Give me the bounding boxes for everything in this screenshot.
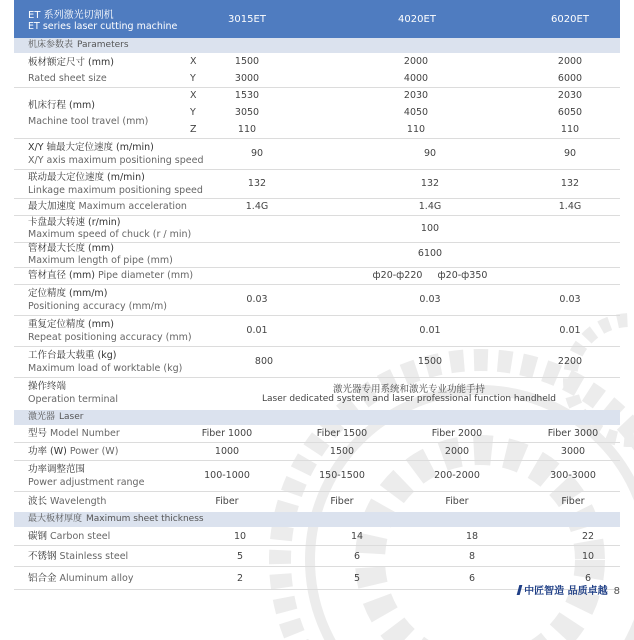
row-carbon-steel: 碳钢 Carbon steel 10 14 18 22	[14, 527, 620, 546]
row-linkage-speed: 联动最大定位速度 (m/min) Linkage maximum positioning speed 132 132 132	[14, 170, 620, 199]
section-parameters: 机床参数表 Parameters	[14, 38, 620, 53]
row-stainless-steel: 不锈钢 Stainless steel 5 6 8 10	[14, 546, 620, 567]
model-col-3: 6020ET	[551, 14, 589, 25]
row-power-adjustment: 功率调整范围 Power adjustment range 100-1000 150-1500 200-2000 300-3000	[14, 461, 620, 492]
title-cn: ET 系列激光切割机	[28, 10, 114, 21]
row-operation-terminal: 操作终端 Operation terminal 激光器专用系统和激光专业功能手持 Laser dedicated system and laser professional function handheld	[28, 381, 556, 405]
title-en: ET series laser cutting machine	[28, 21, 178, 32]
row-chuck-speed: 卡盘最大转速 (r/min) Maximum speed of chuck (r / min) 100	[14, 216, 620, 243]
row-laser-power: 功率 (W) Power (W) 1000 1500 2000 3000	[14, 443, 620, 461]
row-laser-model: 型号 Model Number Fiber 1000 Fiber 1500 Fiber 2000 Fiber 3000	[14, 425, 620, 443]
section-max-thickness: 最大板材厚度 Maximum sheet thickness	[14, 512, 620, 527]
row-wavelength: 波长 Wavelength Fiber Fiber Fiber Fiber	[28, 496, 585, 507]
row-max-load: 工作台最大载重 (kg) Maximum load of worktable (kg) 800 1500 2200	[14, 347, 620, 378]
table-header	[14, 0, 620, 38]
row-machine-travel: 机床行程 (mm) Machine tool travel (mm) X Y Z 1530 2030 2030 3050 4050 6050 110 110 110	[14, 88, 620, 139]
row-repeat-accuracy: 重复定位精度 (mm) Repeat positioning accuracy (mm) 0.01 0.01 0.01	[14, 316, 620, 347]
row-positioning-accuracy: 定位精度 (mm/m) Positioning accuracy (mm/m) 0.03 0.03 0.03	[14, 285, 620, 316]
row-acceleration: 最大加速度 Maximum acceleration 1.4G 1.4G 1.4G	[14, 199, 620, 216]
brand-slogan: 中匠智造 品质卓越	[524, 586, 608, 597]
row-pipe-diameter: 管材直径 (mm) Pipe diameter (mm) ф20-ф220 ф20-ф350	[14, 268, 620, 285]
brand-slash-icon	[517, 585, 523, 595]
spec-sheet	[14, 0, 620, 590]
row-xy-speed: X/Y 轴最大定位速度 (m/min) X/Y axis maximum positioning speed 90 90 90	[14, 139, 620, 170]
page-number: 8	[613, 586, 620, 597]
row-rated-sheet: 板材额定尺寸 (mm) Rated sheet size X Y 1500 2000 2000 3000 4000 6000	[14, 53, 620, 88]
row-pipe-length: 管材最大长度 (mm) Maximum length of pipe (mm) 6100	[14, 243, 620, 268]
section-laser: 激光器 Laser	[14, 410, 620, 425]
model-col-2: 4020ET	[398, 14, 436, 25]
page-footer	[518, 582, 620, 597]
row-aluminum-alloy: 铝合金 Aluminum alloy 2 5 6 6	[14, 567, 620, 590]
model-col-1: 3015ET	[228, 14, 266, 25]
